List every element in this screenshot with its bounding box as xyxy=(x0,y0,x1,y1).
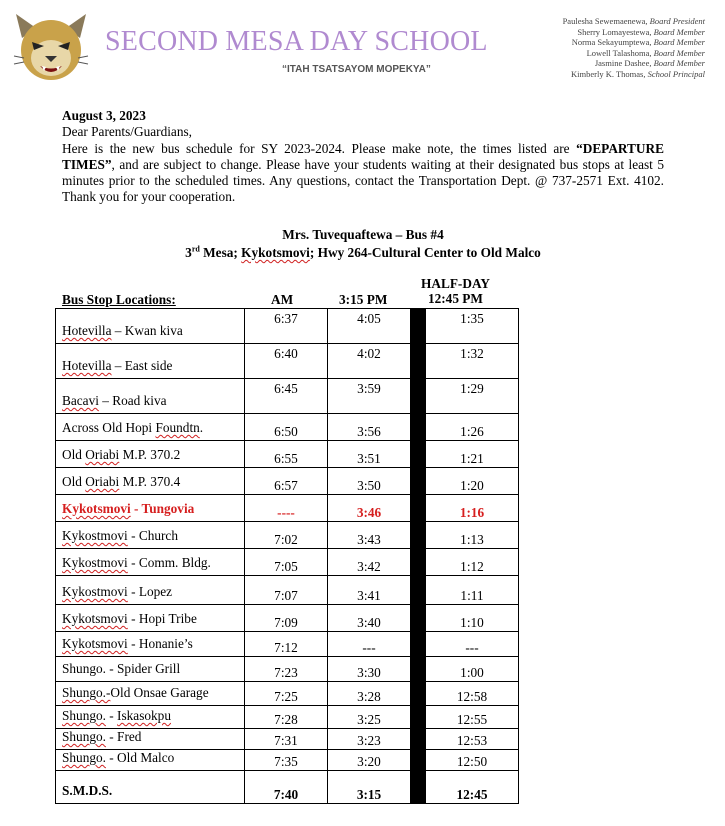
pm-time: 3:28 xyxy=(328,682,411,706)
stop-location: Shungo. - Spider Grill xyxy=(56,657,245,682)
am-time: 7:23 xyxy=(245,657,328,682)
driver-line: Mrs. Tuvequaftewa – Bus #4 xyxy=(282,227,444,242)
am-time: 7:40 xyxy=(245,771,328,804)
pm-time: 3:46 xyxy=(328,495,411,522)
divider-bar xyxy=(411,729,426,750)
board-member: Norma Sekayumptewa, Board Member xyxy=(571,37,705,48)
table-row xyxy=(56,379,519,414)
stop-location: Kykostmovi - Lopez xyxy=(56,576,245,605)
am-time: 7:07 xyxy=(245,576,328,605)
am-time: 7:09 xyxy=(245,605,328,632)
pm-time: 3:51 xyxy=(328,441,411,468)
stop-location: Kykotsmovi - Hopi Tribe xyxy=(56,605,245,632)
pm-time: 3:50 xyxy=(328,468,411,495)
divider-bar xyxy=(411,344,426,379)
half-day-time: 1:00 xyxy=(426,657,519,682)
letter-date: August 3, 2023 xyxy=(62,108,146,123)
half-day-time: 12:55 xyxy=(426,706,519,729)
am-time: 7:12 xyxy=(245,632,328,657)
half-day-time: --- xyxy=(426,632,519,657)
divider-bar xyxy=(411,605,426,632)
am-time: 7:35 xyxy=(245,750,328,771)
pm-time: 3:15 xyxy=(328,771,411,804)
divider-bar xyxy=(411,549,426,576)
table-row xyxy=(56,750,519,771)
am-time: 7:05 xyxy=(245,549,328,576)
half-day-time: 1:16 xyxy=(426,495,519,522)
header-bus-stop-locations: Bus Stop Locations: xyxy=(62,292,176,307)
half-day-time: 1:35 xyxy=(426,309,519,344)
stop-location: Kykostmovi - Church xyxy=(56,522,245,549)
am-time: 6:45 xyxy=(245,379,328,414)
header-pm: 3:15 PM xyxy=(339,292,388,307)
stop-location: Kykotsmovi - Tungovia xyxy=(56,495,245,522)
stop-location: Hotevilla – Kwan kiva xyxy=(56,309,245,344)
table-row xyxy=(56,441,519,468)
stop-location: Bacavi – Road kiva xyxy=(56,379,245,414)
header-half-day: HALF-DAY 12:45 PM xyxy=(421,276,490,306)
bus-schedule-table xyxy=(55,308,519,804)
table-row xyxy=(56,522,519,549)
am-time: 6:40 xyxy=(245,344,328,379)
divider-bar xyxy=(411,522,426,549)
stop-location: Kykotsmovi - Honanie’s xyxy=(56,632,245,657)
table-row xyxy=(56,549,519,576)
stop-location: Hotevilla – East side xyxy=(56,344,245,379)
pm-time: 3:59 xyxy=(328,379,411,414)
pm-time: 3:23 xyxy=(328,729,411,750)
am-time: 6:50 xyxy=(245,414,328,441)
table-row xyxy=(56,657,519,682)
stop-location: Old Oriabi M.P. 370.4 xyxy=(56,468,245,495)
table-row xyxy=(56,344,519,379)
bobcat-mascot-icon xyxy=(12,8,90,88)
am-time: 7:28 xyxy=(245,706,328,729)
board-member: Lowell Talashoma, Board Member xyxy=(586,47,705,58)
am-time: 6:55 xyxy=(245,441,328,468)
pm-time: 3:42 xyxy=(328,549,411,576)
pm-time: 3:56 xyxy=(328,414,411,441)
letter-body-part1: Here is the new bus schedule for SY 2023-2024. Please make note, the times listed are xyxy=(62,140,577,156)
school-motto: “ITAH TSATSAYOM MOPEKYA” xyxy=(282,64,431,75)
letter-greeting: Dear Parents/Guardians, xyxy=(62,124,192,140)
am-time: 7:25 xyxy=(245,682,328,706)
letter xyxy=(62,108,664,206)
stop-location: Shungo. - Old Malco xyxy=(56,750,245,771)
table-row xyxy=(56,414,519,441)
divider-bar xyxy=(411,657,426,682)
table-row xyxy=(56,682,519,706)
divider-bar xyxy=(411,379,426,414)
table-row xyxy=(56,632,519,657)
half-day-time: 1:20 xyxy=(426,468,519,495)
half-day-time: 1:21 xyxy=(426,441,519,468)
route-heading xyxy=(62,226,664,262)
letter-body-part2: , and are subject to change. Please have your students waiting at their designated bus stops at least 5 minutes prior to the scheduled times. Any questions, contact the Transportation Dept. @ 737-2571 Ext. 4102. Thank you for your cooperation. xyxy=(62,156,664,205)
am-time: 7:31 xyxy=(245,729,328,750)
board-member: Kimberly K. Thomas, School Principal xyxy=(571,68,705,79)
half-day-time: 1:10 xyxy=(426,605,519,632)
divider-bar xyxy=(411,309,426,344)
half-day-time: 12:45 xyxy=(426,771,519,804)
half-day-time: 1:13 xyxy=(426,522,519,549)
half-day-time: 12:58 xyxy=(426,682,519,706)
pm-time: 3:20 xyxy=(328,750,411,771)
half-day-time: 1:29 xyxy=(426,379,519,414)
pm-time: 3:40 xyxy=(328,605,411,632)
board-member: Sherry Lomayestewa, Board Member xyxy=(577,26,705,37)
divider-bar xyxy=(411,750,426,771)
table-row xyxy=(56,576,519,605)
divider-bar xyxy=(411,414,426,441)
letter-emphasis: “DEPARTURE TIMES” xyxy=(62,140,664,172)
table-row xyxy=(56,771,519,804)
half-day-time: 1:26 xyxy=(426,414,519,441)
half-day-time: 12:53 xyxy=(426,729,519,750)
stop-location: Kykostmovi - Comm. Bldg. xyxy=(56,549,245,576)
stop-location: S.M.D.S. xyxy=(56,771,245,804)
pm-time: 3:41 xyxy=(328,576,411,605)
board-member: Jasmine Dashee, Board Member xyxy=(594,58,705,69)
divider-bar xyxy=(411,771,426,804)
half-day-time: 12:50 xyxy=(426,750,519,771)
divider-bar xyxy=(411,468,426,495)
am-time: 6:37 xyxy=(245,309,328,344)
pm-time: 3:30 xyxy=(328,657,411,682)
half-day-time: 1:32 xyxy=(426,344,519,379)
divider-bar xyxy=(411,495,426,522)
letter-body xyxy=(62,141,664,206)
pm-time: --- xyxy=(328,632,411,657)
header-am: AM xyxy=(271,292,294,307)
table-row xyxy=(56,495,519,522)
pm-time: 4:02 xyxy=(328,344,411,379)
stop-location: Across Old Hopi Foundtn. xyxy=(56,414,245,441)
stop-location: Shungo. - Fred xyxy=(56,729,245,750)
half-day-time: 1:11 xyxy=(426,576,519,605)
am-time: 7:02 xyxy=(245,522,328,549)
divider-bar xyxy=(411,682,426,706)
divider-bar xyxy=(411,441,426,468)
table-row xyxy=(56,468,519,495)
stop-location: Old Oriabi M.P. 370.2 xyxy=(56,441,245,468)
school-name: SECOND MESA DAY SCHOOL xyxy=(105,26,488,57)
table-row xyxy=(56,309,519,344)
divider-bar xyxy=(411,632,426,657)
board-member: Paulesha Sewemaenewa, Board President xyxy=(562,16,705,26)
pm-time: 3:43 xyxy=(328,522,411,549)
am-time: ---- xyxy=(245,495,328,522)
pm-time: 4:05 xyxy=(328,309,411,344)
pm-time: 3:25 xyxy=(328,706,411,729)
table-row xyxy=(56,605,519,632)
board-list xyxy=(563,16,705,80)
stop-location: Shungo.-Old Onsae Garage xyxy=(56,682,245,706)
stop-location: Shungo. - Iskasokpu xyxy=(56,706,245,729)
table-row xyxy=(56,729,519,750)
route-line: 3rd Mesa; Kykotsmovi; Hwy 264-Cultural Center to Old Malco xyxy=(185,244,541,260)
divider-bar xyxy=(411,576,426,605)
am-time: 6:57 xyxy=(245,468,328,495)
table-row xyxy=(56,706,519,729)
divider-bar xyxy=(411,706,426,729)
half-day-time: 1:12 xyxy=(426,549,519,576)
